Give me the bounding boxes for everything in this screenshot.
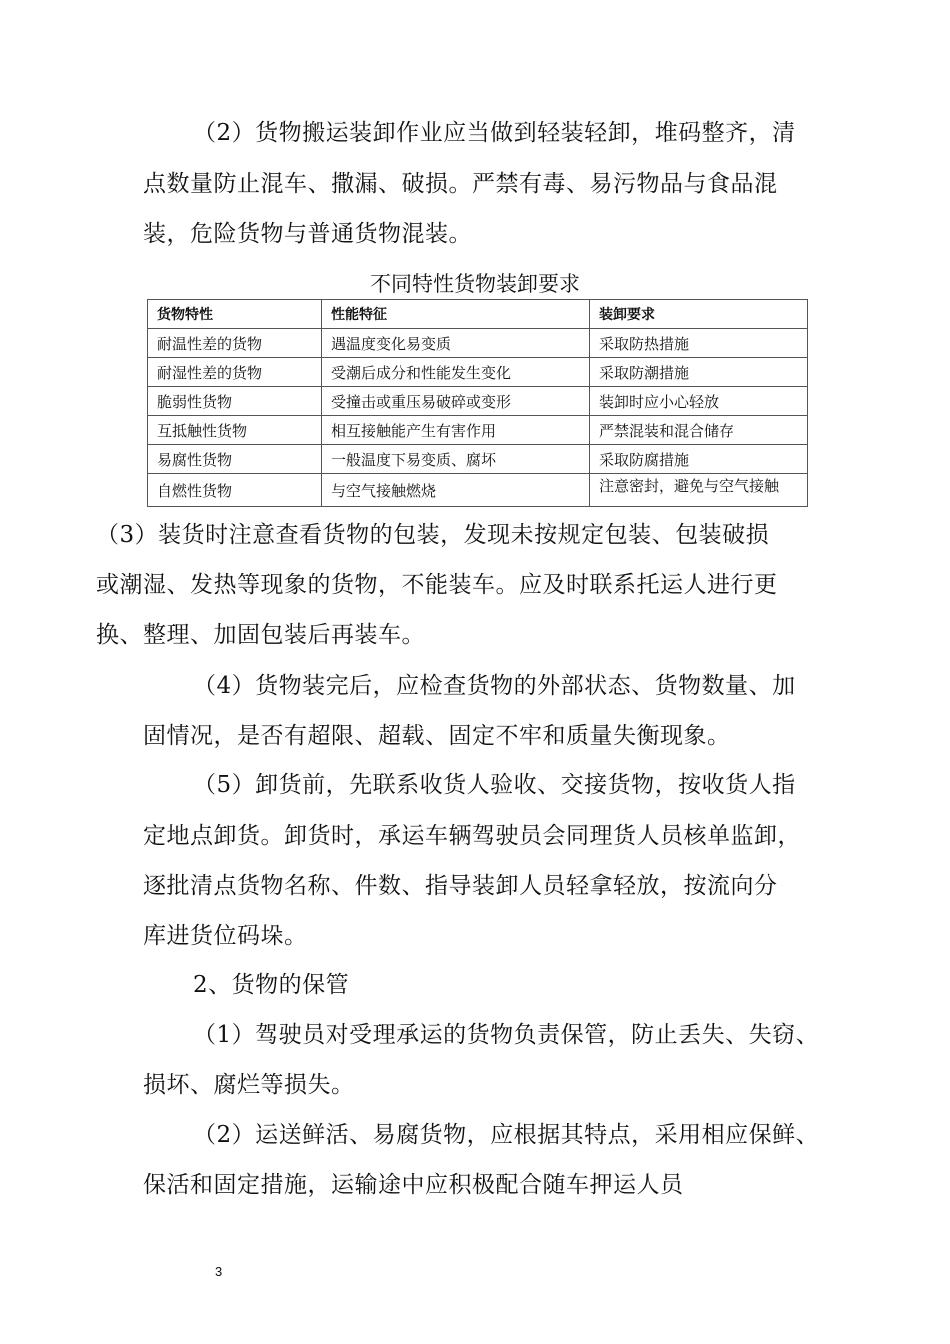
para-4-line-2: 固情况，是否有超限、超载、固定不牢和质量失衡现象。 bbox=[143, 723, 731, 749]
section-heading: 2、货物的保管 bbox=[193, 972, 350, 998]
para-5-line-4: 库进货位码垛。 bbox=[143, 923, 308, 949]
table-cell: 采取防腐措施 bbox=[590, 445, 808, 474]
para-3-line-2: 或潮湿、发热等现象的货物，不能装车。应及时联系托运人进行更 bbox=[96, 572, 778, 598]
table-cell: 与空气接触燃烧 bbox=[322, 474, 590, 507]
table-cell: 采取防潮措施 bbox=[590, 358, 808, 387]
header-handling-requirement: 装卸要求 bbox=[590, 300, 808, 329]
table-header-row bbox=[148, 300, 808, 329]
table-cell: 耐温性差的货物 bbox=[148, 329, 322, 358]
table-cell: 易腐性货物 bbox=[148, 445, 322, 474]
para-3-line-3: 换、整理、加固包装后再装车。 bbox=[96, 622, 425, 648]
cargo-handling-table bbox=[147, 299, 808, 507]
table-cell: 遇温度变化易变质 bbox=[322, 329, 590, 358]
table-caption: 不同特性货物装卸要求 bbox=[370, 272, 580, 296]
table-row bbox=[148, 416, 808, 445]
table-cell: 脆弱性货物 bbox=[148, 387, 322, 416]
para-2-line-2: 点数量防止混车、撒漏、破损。严禁有毒、易污物品与食品混 bbox=[143, 171, 778, 197]
para-2-line-3: 装，危险货物与普通货物混装。 bbox=[143, 221, 472, 247]
para-3-line-1: （3）装货时注意查看货物的包装，发现未按规定包装、包装破损 bbox=[96, 522, 770, 548]
para-4-line-1: （4）货物装完后，应检查货物的外部状态、货物数量、加 bbox=[193, 673, 796, 699]
s2-para-2-line-1: （2）运送鲜活、易腐货物，应根据其特点，采用相应保鲜、 bbox=[193, 1122, 820, 1148]
table-cell: 严禁混装和混合储存 bbox=[590, 416, 808, 445]
table-cell: 注意密封，避免与空气接触 bbox=[590, 474, 808, 507]
table-cell: 一般温度下易变质、腐坏 bbox=[322, 445, 590, 474]
table-cell: 自燃性货物 bbox=[148, 474, 322, 507]
para-5-line-3: 逐批清点货物名称、件数、指导装卸人员轻拿轻放，按流向分 bbox=[143, 873, 778, 899]
table-cell: 装卸时应小心轻放 bbox=[590, 387, 808, 416]
header-performance-feature: 性能特征 bbox=[322, 300, 590, 329]
para-5-line-2: 定地点卸货。卸货时，承运车辆驾驶员会同理货人员核单监卸， bbox=[143, 823, 801, 849]
table-cell: 受撞击或重压易破碎或变形 bbox=[322, 387, 590, 416]
table-cell: 耐湿性差的货物 bbox=[148, 358, 322, 387]
table-cell: 采取防热措施 bbox=[590, 329, 808, 358]
s2-para-1-line-1: （1）驾驶员对受理承运的货物负责保管，防止丢失、失窃、 bbox=[193, 1022, 820, 1048]
table-row bbox=[148, 445, 808, 474]
table-row bbox=[148, 387, 808, 416]
table-row bbox=[148, 329, 808, 358]
header-cargo-property: 货物特性 bbox=[148, 300, 322, 329]
para-2-line-1: （2）货物搬运装卸作业应当做到轻装轻卸，堆码整齐，清 bbox=[193, 120, 796, 146]
table-cell: 受潮后成分和性能发生变化 bbox=[322, 358, 590, 387]
page-number: 3 bbox=[215, 1264, 223, 1279]
table-row bbox=[148, 358, 808, 387]
table-cell: 相互接触能产生有害作用 bbox=[322, 416, 590, 445]
table-cell: 互抵触性货物 bbox=[148, 416, 322, 445]
para-5-line-1: （5）卸货前，先联系收货人验收、交接货物，按收货人指 bbox=[193, 772, 796, 798]
s2-para-2-line-2: 保活和固定措施，运输途中应积极配合随车押运人员 bbox=[143, 1172, 684, 1198]
table-row bbox=[148, 474, 808, 507]
s2-para-1-line-2: 损坏、腐烂等损失。 bbox=[143, 1072, 355, 1098]
